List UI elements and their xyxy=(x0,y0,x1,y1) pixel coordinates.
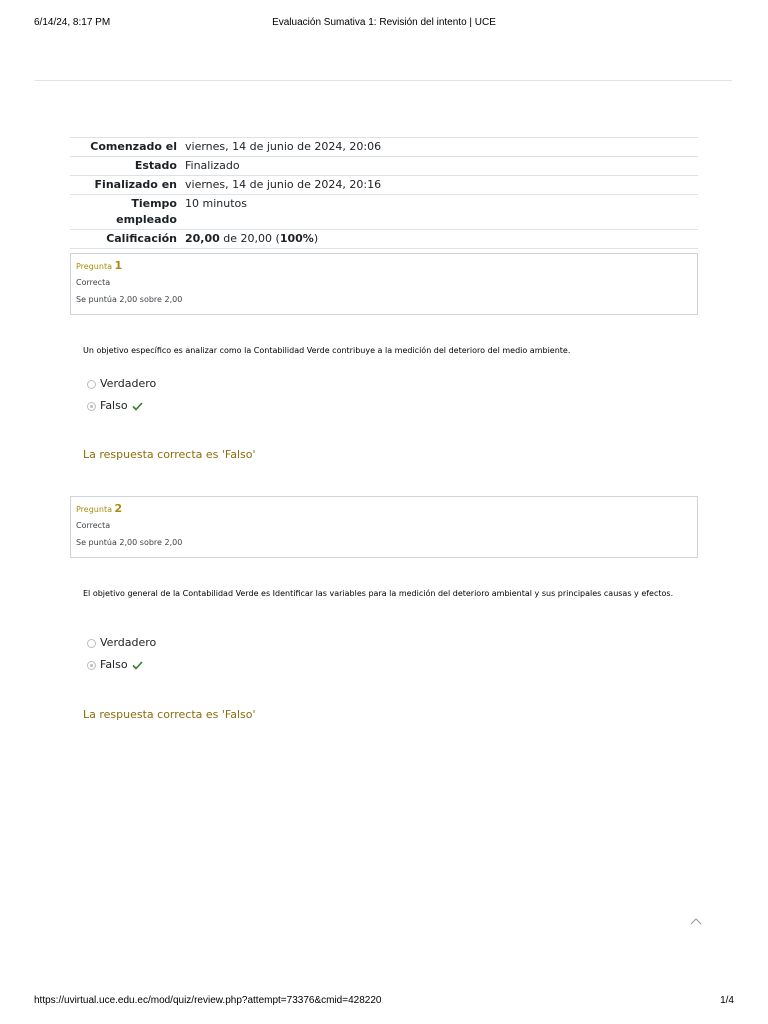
answer-label: Falso xyxy=(100,658,128,671)
summary-row-started xyxy=(70,138,698,157)
attempt-summary-table xyxy=(70,137,698,249)
summary-value: Finalizado xyxy=(181,157,698,176)
grade-close: ) xyxy=(313,232,319,245)
summary-label: Finalizado en xyxy=(70,176,181,195)
answer-option-false[interactable] xyxy=(87,399,143,413)
grade-percent: 100% xyxy=(279,232,314,245)
answer-label: Verdadero xyxy=(100,377,157,390)
question-state: Correcta xyxy=(76,521,111,530)
answer-option-false[interactable] xyxy=(87,658,143,672)
summary-label: Tiempo empleado xyxy=(70,195,181,230)
question-number-value: 1 xyxy=(114,259,123,272)
radio-button[interactable] xyxy=(87,639,96,648)
question-number-value: 2 xyxy=(114,502,123,515)
summary-value: 10 minutos xyxy=(181,195,698,230)
question-info-2 xyxy=(70,496,698,558)
print-datetime: 6/14/24, 8:17 PM xyxy=(34,17,111,28)
check-icon xyxy=(132,661,143,670)
question-info-1 xyxy=(70,253,698,315)
summary-value: viernes, 14 de junio de 2024, 20:06 xyxy=(181,138,698,157)
header-divider xyxy=(35,80,732,81)
answer-label: Falso xyxy=(100,399,128,412)
print-header xyxy=(34,17,734,31)
question-label: Pregunta xyxy=(76,505,112,514)
summary-row-finished xyxy=(70,176,698,195)
summary-row-state xyxy=(70,157,698,176)
correct-answer-feedback-1: La respuesta correcta es 'Falso' xyxy=(83,448,256,461)
print-footer xyxy=(34,995,734,1009)
summary-value: viernes, 14 de junio de 2024, 20:16 xyxy=(181,176,698,195)
question-text-1: Un objetivo específico es analizar como la Contabilidad Verde contribuye a la medición del deterioro del medio ambiente. xyxy=(83,346,571,355)
answer-option-true[interactable] xyxy=(87,377,156,391)
question-number xyxy=(76,502,692,517)
summary-label: Estado xyxy=(70,157,181,176)
check-icon xyxy=(132,402,143,411)
grade-of-text: de 20,00 ( xyxy=(219,232,280,245)
print-page-title: Evaluación Sumativa 1: Revisión del intento | UCE xyxy=(272,17,496,28)
summary-row-time-taken xyxy=(70,195,698,230)
summary-grade-value xyxy=(181,230,698,249)
summary-label: Calificación xyxy=(70,230,181,249)
summary-label: Comenzado el xyxy=(70,138,181,157)
radio-button[interactable] xyxy=(87,380,96,389)
question-grade: Se puntúa 2,00 sobre 2,00 xyxy=(76,295,183,304)
chevron-up-icon[interactable] xyxy=(690,917,702,925)
question-number xyxy=(76,259,692,274)
question-state: Correcta xyxy=(76,278,111,287)
correct-answer-feedback-2: La respuesta correcta es 'Falso' xyxy=(83,708,256,721)
grade-score: 20,00 xyxy=(185,232,220,245)
print-page-number: 1/4 xyxy=(720,995,734,1006)
summary-row-grade xyxy=(70,230,698,249)
question-label: Pregunta xyxy=(76,262,112,271)
answer-label: Verdadero xyxy=(100,636,157,649)
question-grade: Se puntúa 2,00 sobre 2,00 xyxy=(76,538,183,547)
radio-button-checked[interactable] xyxy=(87,402,96,411)
answer-option-true[interactable] xyxy=(87,636,156,650)
question-text-2: El objetivo general de la Contabilidad Verde es Identificar las variables para la medición del deterioro ambiental y sus principales causas y efectos. xyxy=(83,589,674,598)
radio-button-checked[interactable] xyxy=(87,661,96,670)
print-url: https://uvirtual.uce.edu.ec/mod/quiz/review.php?attempt=73376&cmid=428220 xyxy=(34,995,382,1006)
